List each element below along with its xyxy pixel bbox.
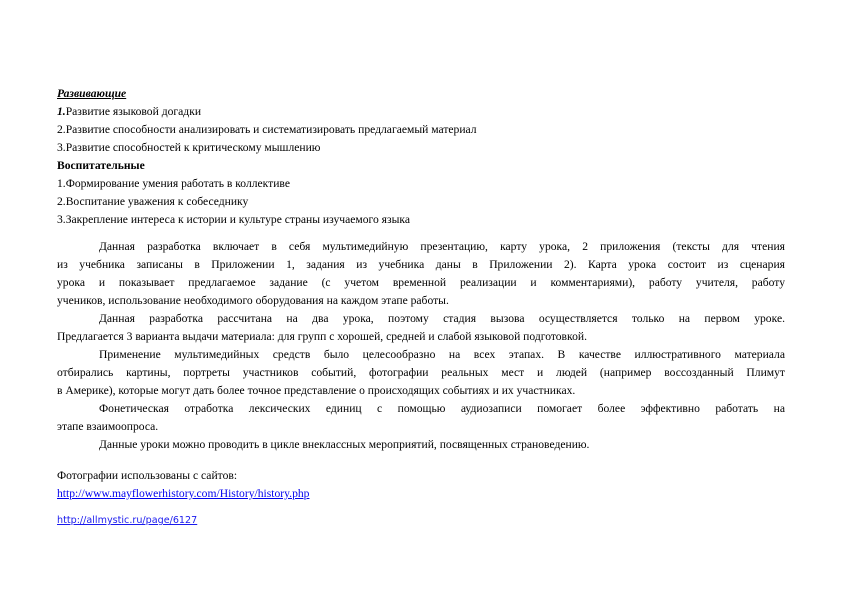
- mayflower-history-link[interactable]: http://www.mayflowerhistory.com/History/history.php: [57, 487, 310, 500]
- body-paragraph-1: [57, 238, 785, 310]
- paragraph-line: Данная разработка рассчитана на два урока, поэтому стадия вызова осуществляется только на первом уроке.: [99, 312, 785, 325]
- developing-item-1-text: Развитие языковой догадки: [65, 105, 202, 118]
- paragraph-line: отбирались картины, портреты участников событий, фотографии реальных мест и людей (например воссозданный Плимут: [57, 366, 785, 379]
- body-paragraph-3: [57, 346, 785, 400]
- photo-sources: [57, 467, 785, 530]
- body-paragraph-5: [57, 436, 785, 454]
- paragraph-line: урока и показывает предлагаемое задание (с учетом временной реализации и комментариями), работу учителя, работу: [57, 276, 785, 289]
- body-paragraph-4: [57, 400, 785, 436]
- spacer: [57, 229, 785, 238]
- paragraph-line: Предлагается 3 варианта выдачи материала: для групп с хорошей, средней и слабой языковой подготовкой.: [57, 330, 587, 343]
- allmystic-link[interactable]: http://allmystic.ru/page/6127: [57, 515, 198, 526]
- paragraph-line: этапе взаимоопроса.: [57, 420, 159, 433]
- educational-item-1: 1.Формирование умения работать в коллективе: [57, 177, 290, 190]
- paragraph-line: Данные уроки можно проводить в цикле внеклассных мероприятий, посвященных страноведению.: [99, 438, 590, 451]
- educational-item-3: 3.Закрепление интереса к истории и культуре страны изучаемого языка: [57, 213, 410, 226]
- paragraph-line: в Америке), которые могут дать более точное представление о происходящих событиях и их участниках.: [57, 384, 576, 397]
- developing-item-1: [57, 103, 785, 121]
- developing-item-1-number: 1.: [57, 105, 66, 118]
- developing-heading: Развивающие: [57, 87, 127, 100]
- developing-item-3: 3.Развитие способностей к критическому мышлению: [57, 141, 321, 154]
- body-paragraph-2: [57, 310, 785, 346]
- paragraph-line: учеников, использование необходимого оборудования на каждом этапе работы.: [57, 294, 449, 307]
- developing-item-2: 2.Развитие способности анализировать и систематизировать предлагаемый материал: [57, 123, 477, 136]
- paragraph-line: Применение мультимедийных средств было целесообразно на всех этапах. В качестве иллюстративного материала: [99, 348, 785, 361]
- paragraph-line: Фонетическая отработка лексических единиц с помощью аудиозаписи помогает более эффективно работать на: [99, 402, 785, 415]
- paragraph-line: из учебника записаны в Приложении 1, задания из учебника даны в Приложении 2). Карта урока состоит из сценария: [57, 258, 785, 271]
- document-page: [57, 85, 785, 530]
- paragraph-line: Данная разработка включает в себя мультимедийную презентацию, карту урока, 2 приложения (тексты для чтения: [99, 240, 785, 253]
- photo-sources-label: Фотографии использованы с сайтов:: [57, 469, 238, 482]
- educational-heading: Воспитательные: [57, 159, 145, 172]
- educational-item-2: 2.Воспитание уважения к собеседнику: [57, 195, 249, 208]
